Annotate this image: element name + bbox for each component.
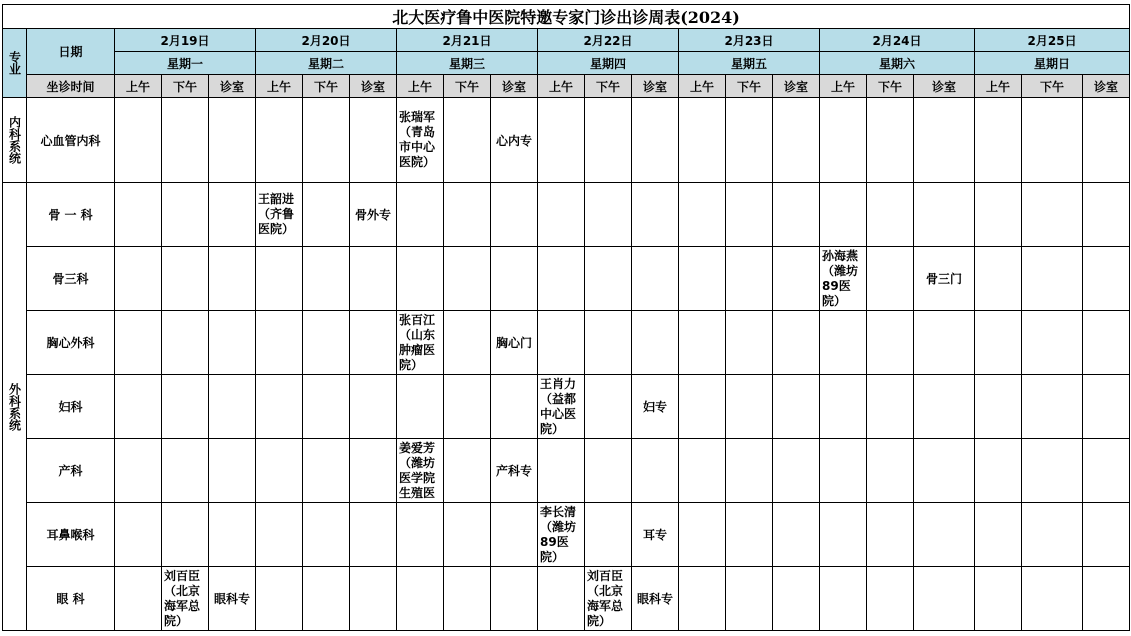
slot-room: 诊室 — [1083, 75, 1130, 98]
slot-am: 上午 — [538, 75, 585, 98]
doctor-cell: 李长清（潍坊89医院） — [538, 503, 585, 567]
dept-cell: 骨三科 — [27, 247, 115, 311]
room-cell: 骨三门 — [914, 247, 975, 311]
dept-cell: 心血管内科 — [27, 98, 115, 183]
weekday-cell: 星期六 — [820, 52, 975, 75]
specialty-header: 专业 — [3, 29, 27, 98]
slot-room: 诊室 — [209, 75, 256, 98]
slot-am: 上午 — [115, 75, 162, 98]
room-cell: 产科专 — [491, 439, 538, 503]
slot-am: 上午 — [820, 75, 867, 98]
doctor-cell: 孙海燕（潍坊89医院） — [820, 247, 867, 311]
doctor-cell: 张瑞军（青岛市中心医院） — [397, 98, 444, 183]
date-cell: 2月22日 — [538, 29, 679, 52]
slot-pm: 下午 — [162, 75, 209, 98]
slot-room: 诊室 — [350, 75, 397, 98]
dept-cell: 眼 科 — [27, 567, 115, 631]
schedule-table — [2, 4, 1130, 631]
weekday-cell: 星期日 — [975, 52, 1130, 75]
slot-pm: 下午 — [726, 75, 773, 98]
slot-pm: 下午 — [867, 75, 914, 98]
group-internal: 内科系统 — [3, 98, 27, 183]
page-title: 北大医疗鲁中医院特邀专家门诊出诊周表(2024) — [3, 5, 1130, 29]
group-surgical: 外科系统 — [3, 183, 27, 631]
date-cell: 2月24日 — [820, 29, 975, 52]
dept-cell: 胸心外科 — [27, 311, 115, 375]
dept-cell: 耳鼻喉科 — [27, 503, 115, 567]
slot-room: 诊室 — [914, 75, 975, 98]
weekday-cell: 星期一 — [115, 52, 256, 75]
room-cell: 眼科专 — [632, 567, 679, 631]
date-cell: 2月23日 — [679, 29, 820, 52]
doctor-cell: 王韶进（齐鲁医院） — [256, 183, 303, 247]
slot-pm: 下午 — [1022, 75, 1083, 98]
session-header: 坐诊时间 — [27, 75, 115, 98]
dept-cell: 产科 — [27, 439, 115, 503]
room-cell: 骨外专 — [350, 183, 397, 247]
room-cell: 心内专 — [491, 98, 538, 183]
slot-am: 上午 — [679, 75, 726, 98]
weekday-cell: 星期二 — [256, 52, 397, 75]
dept-cell: 骨 一 科 — [27, 183, 115, 247]
date-cell: 2月25日 — [975, 29, 1130, 52]
date-cell: 2月21日 — [397, 29, 538, 52]
room-cell: 耳专 — [632, 503, 679, 567]
dept-cell: 妇科 — [27, 375, 115, 439]
room-cell: 眼科专 — [209, 567, 256, 631]
slot-am: 上午 — [397, 75, 444, 98]
slot-room: 诊室 — [773, 75, 820, 98]
doctor-cell: 王肖力（益都中心医院） — [538, 375, 585, 439]
slot-pm: 下午 — [585, 75, 632, 98]
doctor-cell: 刘百臣（北京海军总院） — [585, 567, 632, 631]
slot-room: 诊室 — [491, 75, 538, 98]
room-cell: 妇专 — [632, 375, 679, 439]
doctor-cell: 刘百臣（北京海军总院） — [162, 567, 209, 631]
room-cell: 胸心门 — [491, 311, 538, 375]
slot-pm: 下午 — [303, 75, 350, 98]
slot-pm: 下午 — [444, 75, 491, 98]
slot-room: 诊室 — [632, 75, 679, 98]
weekday-cell: 星期五 — [679, 52, 820, 75]
doctor-cell: 姜爱芳（潍坊医学院生殖医 — [397, 439, 444, 503]
weekday-cell: 星期三 — [397, 52, 538, 75]
weekday-cell: 星期四 — [538, 52, 679, 75]
date-cell: 2月19日 — [115, 29, 256, 52]
date-header: 日期 — [27, 29, 115, 75]
doctor-cell: 张百江（山东肿瘤医院） — [397, 311, 444, 375]
date-cell: 2月20日 — [256, 29, 397, 52]
slot-am: 上午 — [975, 75, 1022, 98]
slot-am: 上午 — [256, 75, 303, 98]
